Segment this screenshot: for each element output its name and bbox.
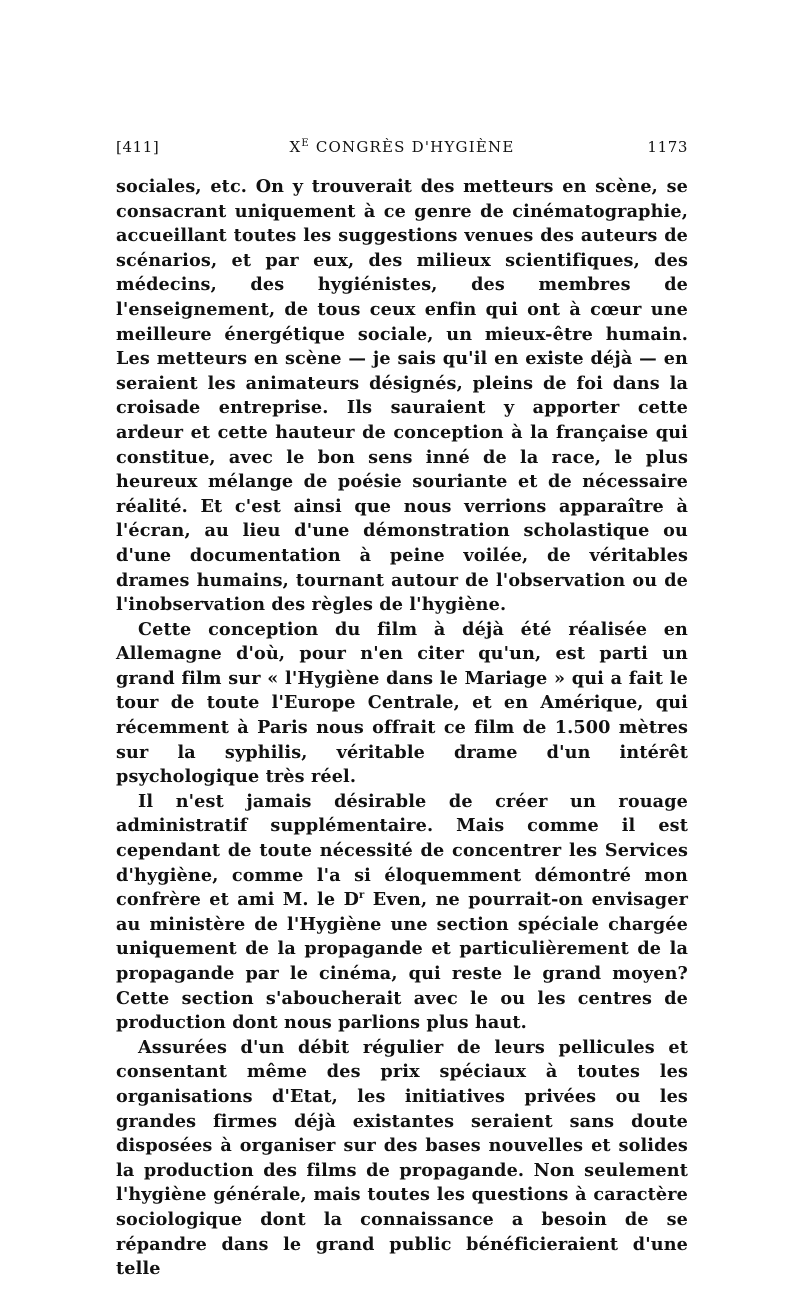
header-title — [116, 138, 688, 156]
paragraph-3-part-2: Even, ne pourrait-on envisager au ministère de l'Hygiène une section spéciale chargée uniquement de la propagande et particulièrement de la propagande par le cinéma, qui reste le grand moyen? Cette section s'aboucherait avec le ou les centres de production dont nous parlions plus haut. — [116, 889, 688, 1034]
header-title-rest: CONGRÈS D'HYGIÈNE — [309, 138, 515, 156]
doctor-abbrev-sup: r — [358, 890, 365, 902]
paragraph-2: Cette conception du film à déjà été réalisée en Allemagne d'où, pour n'en citer qu'un, est parti un grand film sur « l'Hygiène dans le Mariage » qui a fait le tour de toute l'Europe Centrale, et en Amérique, qui récemment à Paris nous offrait ce film de 1.500 mètres sur la syphilis, véritable drame d'un intérêt psychologique très réel. — [116, 618, 688, 788]
paragraph-3 — [116, 790, 688, 1036]
paragraph-4: Assurées d'un débit régulier de leurs pellicules et consentant même des prix spéciaux à toutes les organisations d'Etat, les initiatives privées ou les grandes firmes déjà existantes seraient sans doute disposées à organiser sur des bases nouvelles et solides la production des films de propagande. Non seulement l'hygiène générale, mais toutes les questions à caractère sociologique dont la connaissance a besoin de se répandre dans le grand public bénéficieraient d'une telle — [116, 1036, 688, 1280]
page-number: 1173 — [647, 138, 688, 156]
header-reference: [411] — [116, 138, 160, 156]
running-header — [116, 138, 688, 162]
header-title-sup: E — [301, 138, 310, 149]
paragraph-3-part-1: Il n'est jamais désirable de créer un rouage administratif supplémentaire. Mais comme il est cependant de toute nécessité de concentrer les Services d'hygiène, comme l'a si éloquemment démontré mon confrère et ami M. le D — [116, 790, 688, 911]
body-text — [116, 175, 688, 1282]
paragraph-1: sociales, etc. On y trouverait des metteurs en scène, se consacrant uniquement à ce genre de cinématographie, accueillant toutes les suggestions venues des auteurs de scénarios, et par eux, des milieux scientifiques, des médecins, des hygiénistes, des membres de l'enseignement, de tous ceux enfin qui ont à cœur une meilleure énergétique sociale, un mieux-être humain. Les metteurs en scène — je sais qu'il en existe déjà — en seraient les animateurs désignés, pleins de foi dans la croisade entreprise. Ils sauraient y apporter cette ardeur et cette hauteur de conception à la française qui constitue, avec le bon sens inné de la race, le plus heureux mélange de poésie souriante et de nécessaire réalité. Et c'est ainsi que nous verrions apparaître à l'écran, au lieu d'une démonstration scholastique ou d'une documentation à peine voilée, de véritables drames humains, tournant autour de l'observation ou de l'inobservation des règles de l'hygiène. — [116, 176, 688, 616]
header-title-main: X — [289, 138, 302, 156]
